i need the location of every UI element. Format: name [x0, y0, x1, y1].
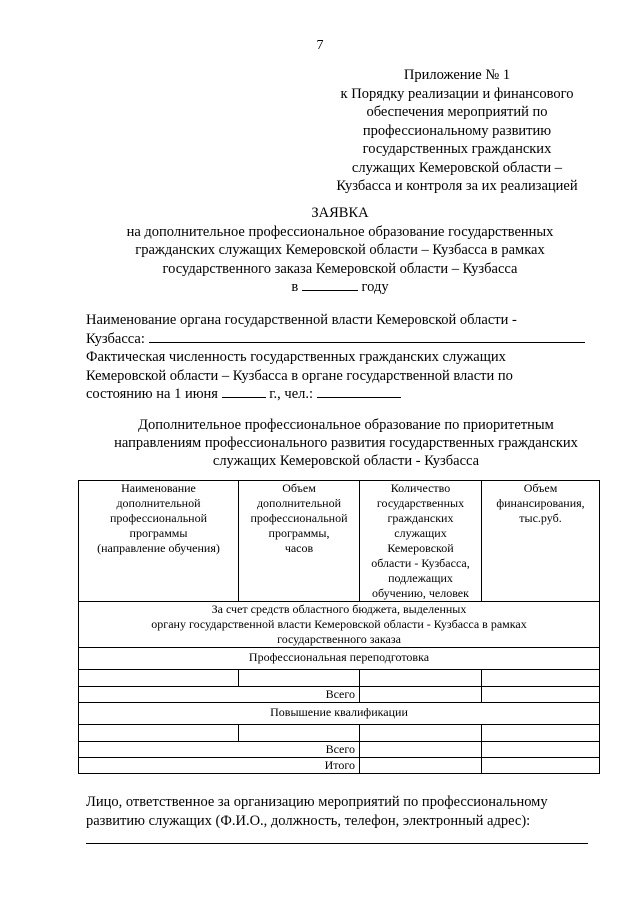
page-number: 7: [316, 38, 324, 53]
header-text: Наименование: [121, 481, 196, 495]
appendix-line: обеспечения мероприятий по: [366, 104, 548, 120]
header-hours: [239, 481, 360, 602]
table-cell[interactable]: [482, 687, 600, 703]
table-cell[interactable]: [239, 725, 360, 742]
section-line: направлениям профессионального развития государственных гражданских: [114, 435, 578, 451]
header-text: области - Кузбасса,: [371, 556, 470, 570]
header-text: гражданских: [387, 511, 454, 525]
grand-total-row: [79, 758, 600, 774]
table-cell[interactable]: [239, 670, 360, 687]
year-blank[interactable]: [302, 278, 358, 291]
table-cell[interactable]: [79, 725, 239, 742]
training-table: [78, 480, 600, 774]
header-program: [79, 481, 239, 602]
table-cell[interactable]: [482, 758, 600, 774]
org-block: [86, 311, 606, 404]
section-line: Дополнительное профессиональное образование по приоритетным: [138, 417, 554, 433]
table-cell[interactable]: [360, 742, 482, 758]
org-line: [86, 330, 606, 349]
header-text: служащих: [394, 526, 447, 540]
footer-line: Лицо, ответственное за организацию мероприятий по профессиональному: [86, 794, 548, 810]
header-text: программы: [129, 526, 188, 540]
org-line: Наименование органа государственной власти Кемеровской области -: [86, 312, 517, 328]
request-block: [50, 204, 630, 297]
table-cell[interactable]: [482, 670, 600, 687]
headcount-year-blank[interactable]: [222, 385, 266, 398]
qualification-cell: Повышение квалификации: [79, 703, 600, 725]
budget-text: государственного заказа: [277, 632, 401, 646]
header-text: Объем: [523, 481, 558, 495]
header-text: Количество: [390, 481, 451, 495]
appendix-line: профессиональному развитию: [362, 122, 552, 139]
request-line: на дополнительное профессиональное образование государственных: [126, 223, 554, 240]
header-text: дополнительной: [256, 496, 342, 510]
header-text: профессиональной: [109, 511, 208, 525]
retraining-row: [79, 648, 600, 670]
header-text: профессиональной: [250, 511, 348, 525]
table-cell[interactable]: [79, 670, 239, 687]
table-header-row: [79, 481, 600, 602]
table-row: [79, 670, 600, 687]
budget-text: За счет средств областного бюджета, выделенных: [211, 602, 467, 616]
total-label: Всего: [79, 687, 360, 703]
header-funding: [482, 481, 600, 602]
org-line: Кемеровской области – Кузбасса в органе государственной власти по: [86, 367, 513, 384]
year-suffix: году: [361, 279, 389, 295]
responsible-block: [86, 793, 606, 830]
org-name-label: Кузбасса:: [86, 330, 145, 347]
headcount-label: г., чел.:: [269, 386, 314, 402]
request-line: гражданских служащих Кемеровской области – Кузбасса в рамках: [135, 242, 545, 258]
appendix-line: служащих Кемеровской области –: [351, 159, 563, 176]
responsible-blank[interactable]: [86, 843, 588, 844]
header-text: дополнительной: [116, 496, 201, 510]
appendix-line: государственных гражданских: [362, 141, 552, 157]
table-cell[interactable]: [360, 687, 482, 703]
retraining-total-row: [79, 687, 600, 703]
budget-text: органу государственной власти Кемеровской области - Кузбасса в рамках: [151, 617, 527, 631]
appendix-block: [318, 66, 596, 196]
request-year-line: [50, 278, 630, 297]
header-text: Объем: [282, 481, 316, 495]
appendix-line: Приложение № 1: [403, 67, 511, 83]
header-text: обучению, человек: [372, 586, 469, 600]
table-row: [79, 725, 600, 742]
table-cell[interactable]: [360, 758, 482, 774]
year-prefix: в: [291, 279, 299, 295]
header-text: часов: [284, 541, 314, 555]
qualification-row: [79, 703, 600, 725]
table-cell[interactable]: [360, 670, 482, 687]
footer-line: развитию служащих (Ф.И.О., должность, телефон, электронный адрес):: [86, 812, 531, 829]
qualification-total-row: [79, 742, 600, 758]
headcount-blank[interactable]: [317, 385, 401, 398]
header-text: программы,: [268, 526, 330, 540]
table-cell[interactable]: [482, 742, 600, 758]
appendix-line: Кузбасса и контроля за их реализацией: [336, 178, 578, 194]
section-title: [86, 416, 606, 470]
grand-total-label: Итого: [79, 758, 360, 774]
request-title: ЗАЯВКА: [311, 205, 369, 221]
header-count: [360, 481, 482, 602]
org-line: [86, 385, 606, 404]
headcount-date-label: состоянию на 1 июня: [86, 386, 218, 402]
budget-cell: [79, 602, 600, 648]
retraining-cell: Профессиональная переподготовка: [79, 648, 600, 670]
header-text: Кемеровской: [387, 541, 454, 555]
request-line: государственного заказа Кемеровской области – Кузбасса: [162, 260, 518, 277]
budget-row: [79, 602, 600, 648]
total-label: Всего: [79, 742, 360, 758]
appendix-line: к Порядку реализации и финансового: [340, 85, 574, 102]
header-text: государственных: [376, 496, 465, 510]
header-text: финансирования,: [496, 496, 585, 510]
org-name-blank[interactable]: [149, 330, 585, 343]
header-text: подлежащих: [388, 571, 453, 585]
header-text: (направление обучения): [97, 541, 220, 555]
table-cell[interactable]: [360, 725, 482, 742]
section-line: служащих Кемеровской области - Кузбасса: [212, 453, 480, 469]
table-cell[interactable]: [482, 725, 600, 742]
org-line: Фактическая численность государственных гражданских служащих: [86, 349, 506, 365]
header-text: тыс.руб.: [519, 511, 562, 525]
